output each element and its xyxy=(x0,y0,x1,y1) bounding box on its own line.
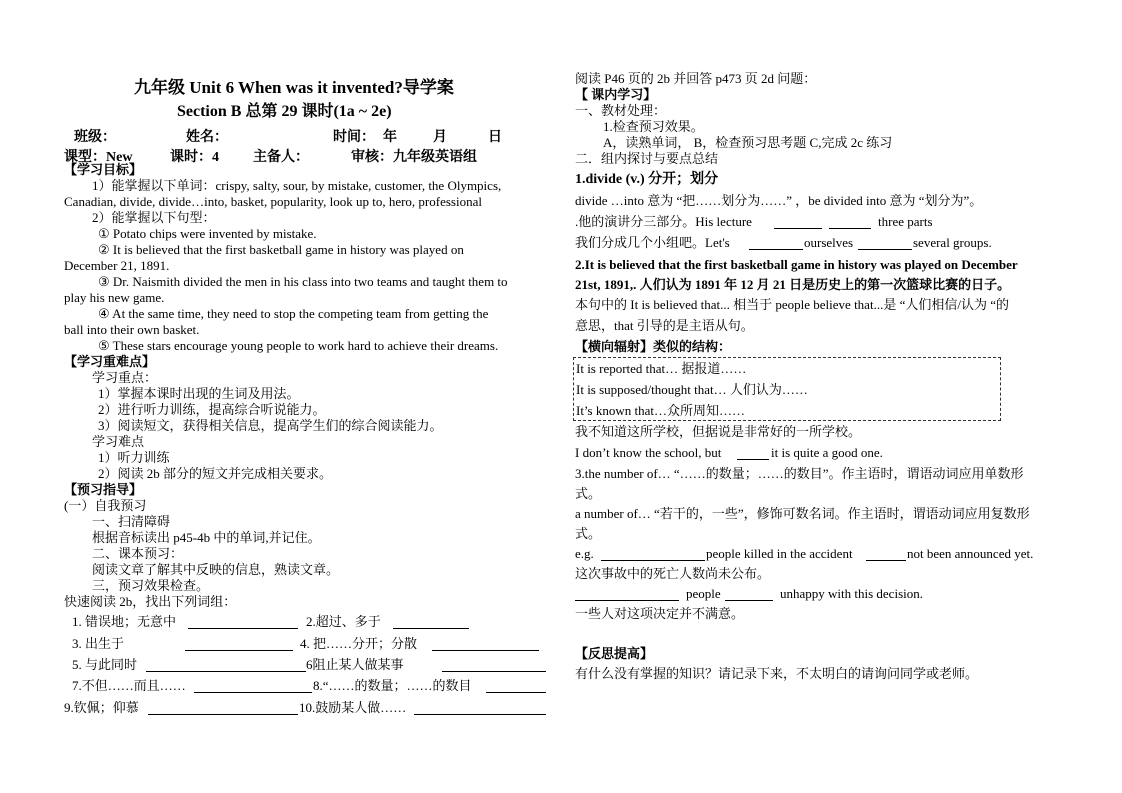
point-2-line-4: 意思，that 引导的是主语从句。 xyxy=(575,318,754,333)
point-2-line-1: 2.It is believed that the first basketball game in history was played on December xyxy=(575,257,1018,272)
divide-blank-1[interactable] xyxy=(774,228,822,229)
name-label: 姓名： xyxy=(186,130,228,145)
phrase-10-label: 10.鼓励某人做…… xyxy=(299,700,407,715)
phrase-2-label: 2.超过、多于 xyxy=(306,614,381,629)
sentence-4a: ④ At the same time, they need to stop the competing team from getting the xyxy=(98,306,489,321)
sentence-4b: ball into their own basket. xyxy=(64,322,200,337)
phrase-5-label: 5. 与此同时 xyxy=(72,657,138,672)
sentence-1: ① Potato chips were invented by mistake. xyxy=(98,226,317,241)
preview-heading: 【预习指导】 xyxy=(64,482,143,497)
time-label: 时间： xyxy=(333,130,375,145)
example-blank[interactable] xyxy=(737,459,769,460)
divide-blank-2[interactable] xyxy=(829,228,871,229)
eg2-cn: 一些人对这项决定并不满意。 xyxy=(575,606,745,621)
phrase-1-label: 1. 错误地；无意中 xyxy=(72,614,177,629)
self-preview: (一）自我预习 xyxy=(64,498,147,513)
sentence-5: ⑤ These stars encourage young people to work hard to achieve their dreams. xyxy=(98,338,499,353)
group-heading: 二．组内探讨与要点总结 xyxy=(575,151,719,166)
radiation-heading: 【横向辐射】类似的结构： xyxy=(575,339,732,354)
phrase-4-label: 4. 把……分开；分散 xyxy=(300,636,418,651)
lesson-hours: 课时：4 xyxy=(170,150,219,165)
example-en-end: it is quite a good one. xyxy=(771,445,883,460)
eg-end: not been announced yet. xyxy=(907,546,1034,561)
goal-2: 2）能掌握以下句型： xyxy=(92,210,216,225)
phrase-6-blank[interactable] xyxy=(442,671,546,672)
example-en-start: I don’t know the school, but xyxy=(575,445,722,460)
divide-line-2-end: three parts xyxy=(878,214,933,229)
page-title: 九年级 Unit 6 When was it invented?导学案 xyxy=(134,78,454,97)
example-cn: 我不知道这所学校，但据说是非常好的一所学校。 xyxy=(575,424,862,439)
phrase-5-blank[interactable] xyxy=(146,671,306,672)
number-line-3: a number of… “若干的，一些”，修饰可数名词。作主语时，谓语动词应用复数形 xyxy=(575,506,1030,521)
divide-heading: 1.divide (v.) 分开；划分 xyxy=(575,172,719,187)
diff-item-2: 2）阅读 2b 部分的短文并完成相关要求。 xyxy=(98,466,333,481)
goal-1-b: Canadian, divide, divide…into, basket, popularity, look up to, hero, professional xyxy=(64,194,482,209)
textbook-item-1: 1.检查预习效果。 xyxy=(603,119,704,134)
eg2-mid: people xyxy=(686,586,721,601)
structure-1: It is reported that… 据报道…… xyxy=(576,361,747,376)
phrase-6-label: 6阻止某人做某事 xyxy=(306,657,404,672)
key-item-2: 2）进行听力训练，提高综合听说能力。 xyxy=(98,402,326,417)
sentence-2b: December 21, 1891. xyxy=(64,258,170,273)
eg-label: e.g. xyxy=(575,546,594,561)
phrase-3-blank[interactable] xyxy=(185,650,293,651)
class-label: 班级： xyxy=(74,130,116,145)
preview-step-3: 三，预习效果检查。 xyxy=(92,578,210,593)
sentence-2a: ② It is believed that the first basketball game in history was played on xyxy=(98,242,464,257)
preview-step-2: 二、课本预习： xyxy=(92,546,184,561)
number-line-2: 式。 xyxy=(575,486,602,501)
key-heading: 【学习重难点】 xyxy=(64,354,156,369)
divide-blank-4[interactable] xyxy=(858,249,912,250)
month-label: 月 xyxy=(433,130,447,145)
key-item-3: 3）阅读短文，获得相关信息，提高学生们的综合阅读能力。 xyxy=(98,418,443,433)
eg2-end: unhappy with this decision. xyxy=(780,586,923,601)
divide-line-3: 我们分成几个小组吧。Let's xyxy=(575,235,730,250)
preview-step-2-text: 阅读文章了解其中反映的信息，熟读文章。 xyxy=(92,562,340,577)
eg-cn: 这次事故中的死亡人数尚未公布。 xyxy=(575,566,771,581)
host-label: 主备人： xyxy=(253,150,309,165)
phrase-2-blank[interactable] xyxy=(393,628,469,629)
phrase-9-label: 9.钦佩；仰慕 xyxy=(64,700,139,715)
day-label: 日 xyxy=(488,130,502,145)
phrase-8-blank[interactable] xyxy=(486,692,546,693)
sentence-3b: play his new game. xyxy=(64,290,165,305)
diff-item-1: 1）听力训练 xyxy=(98,450,170,465)
point-2-line-3: 本句中的 It is believed that... 相当于 people believe that...是 “人们相信/认为 “的 xyxy=(575,297,1009,312)
eg-blank-2[interactable] xyxy=(866,560,906,561)
phrase-10-blank[interactable] xyxy=(414,714,546,715)
goal-1-a: 1）能掌握以下单词：crispy, salty, sour, by mistake, customer, the Olympics, xyxy=(92,178,502,193)
textbook-heading: 一、教材处理： xyxy=(575,103,667,118)
lesson-type: 课型：New xyxy=(64,150,133,165)
preview-step-1: 一、扫清障碍 xyxy=(92,514,171,529)
eg2-blank-1[interactable] xyxy=(575,600,679,601)
phrase-9-blank[interactable] xyxy=(148,714,298,715)
goals-heading: 【学习目标】 xyxy=(64,162,143,177)
review-label: 审核：九年级英语组 xyxy=(351,150,477,165)
phrase-7-blank[interactable] xyxy=(194,692,312,693)
reflect-text: 有什么没有掌握的知识？请记录下来，不太明白的请询问同学或老师。 xyxy=(575,666,979,681)
preview-step-1-text: 根据音标读出 p45-4b 中的单词,并记住。 xyxy=(92,530,321,545)
divide-line-2: .他的演讲分三部分。His lecture xyxy=(575,214,752,229)
phrase-4-blank[interactable] xyxy=(432,650,539,651)
number-line-4: 式。 xyxy=(575,526,602,541)
phrase-1-blank[interactable] xyxy=(188,628,298,629)
phrase-8-label: 8.“……的数量；……的数目 xyxy=(313,678,472,693)
textbook-item-2: A，读熟单词， B，检查预习思考题 C,完成 2c 练习 xyxy=(603,135,893,150)
eg-mid: people killed in the accident xyxy=(706,546,853,561)
structure-2: It is supposed/thought that… 人们认为…… xyxy=(576,382,808,397)
key-sub: 学习重点： xyxy=(92,370,158,385)
diff-sub: 学习难点 xyxy=(92,434,145,449)
divide-blank-3[interactable] xyxy=(749,249,803,250)
class-study-heading: 【 课内学习】 xyxy=(575,87,657,102)
number-line-1: 3.the number of… “……的数量；……的数目”。作主语时，谓语动词应用单数形 xyxy=(575,466,1024,481)
reading-intro: 阅读 P46 页的 2b 并回答 p473 页 2d 问题： xyxy=(575,71,817,86)
reflect-heading: 【反思提高】 xyxy=(575,646,654,661)
sentence-3a: ③ Dr. Naismith divided the men in his class into two teams and taught them to xyxy=(98,274,508,289)
point-2-line-2: 21st, 1891,. 人们认为 1891 年 12 月 21 日是历史上的第一次篮球比赛的日子。 xyxy=(575,277,1011,292)
divide-line-3-mid: ourselves xyxy=(804,235,854,250)
phrase-7-label: 7.不但……而且…… xyxy=(72,678,186,693)
divide-line-1: divide …into 意为 “把……划分为……” ，be divided into 意为 “划分为”。 xyxy=(575,193,983,208)
phrase-3-label: 3. 出生于 xyxy=(72,636,125,651)
structure-3: It’s known that…众所周知…… xyxy=(576,403,745,418)
quick-read: 快速阅读 2b，找出下列词组： xyxy=(64,594,237,609)
page-subtitle: Section B 总第 29 课时(1a ~ 2e) xyxy=(177,103,392,120)
eg-blank-1[interactable] xyxy=(601,560,705,561)
eg2-blank-2[interactable] xyxy=(725,600,773,601)
divide-line-3-end: several groups. xyxy=(913,235,992,250)
key-item-1: 1）掌握本课时出现的生词及用法。 xyxy=(98,386,300,401)
year-label: 年 xyxy=(383,130,397,145)
